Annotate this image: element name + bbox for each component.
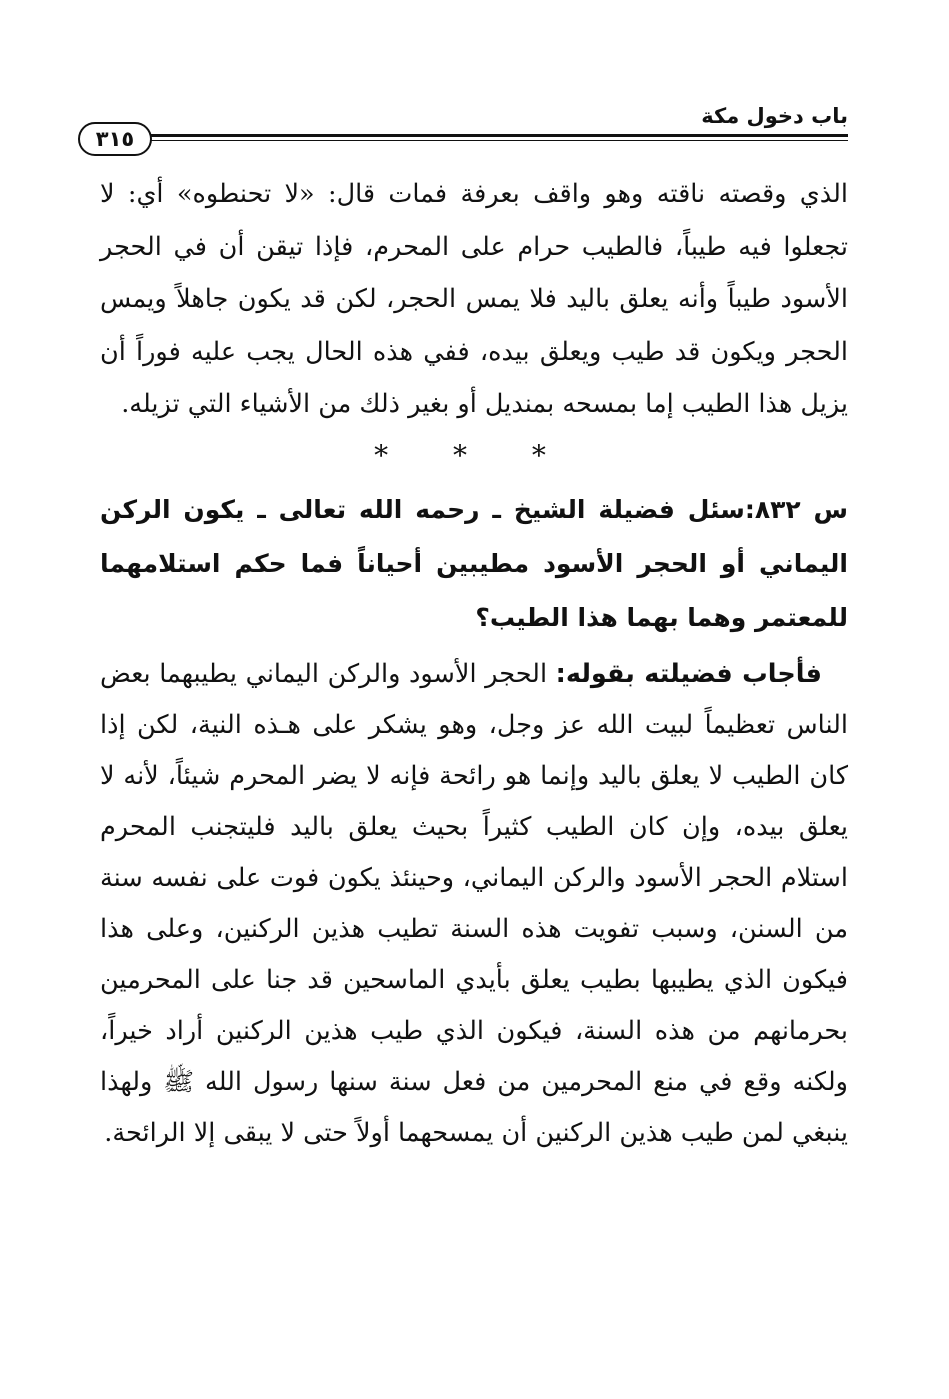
answer-intro: فأجاب فضيلته بقوله:: [555, 658, 822, 689]
header-rule-thin: [148, 140, 848, 141]
passage-paragraph: الذي وقصته ناقته وهو واقف بعرفة فمات قال: «لا تحنطوه» أي: لا تجعلوا فيه طيباً، فالطيب حرام على المحرم، فإذا تيقن أن في الحجر الأسود طيباً وأنه يعلق باليد فلا يمس الحجر، لكن قد يكون جاهلاً ويمس الحجر ويكون قد طيب ويعلق بيده، ففي هذه الحال يجب عليه فوراً أن يزيل هذا الطيب إما بمسحه بمنديل أو بغير ذلك من الأشياء التي تزيله.: [100, 179, 848, 419]
page-content: [100, 168, 848, 1159]
chapter-title: باب دخول مكة: [701, 104, 848, 128]
question-paragraph: س ٨٣٢:سئل فضيلة الشيخ ـ رحمه الله تعالى ـ يكون الركن اليماني أو الحجر الأسود مطيبين أحياناً فما حكم استلامهما للمعتمر وهما بهما هذا الطيب؟: [100, 494, 849, 632]
section-separator: * * *: [374, 438, 574, 472]
page-number-badge: ٣١٥: [78, 122, 152, 156]
header-rule-thick: [148, 134, 848, 137]
answer-body: الحجر الأسود والركن اليماني يطيبهما بعض الناس تعظيماً لبيت الله عز وجل، وهو يشكر على هـذه النية، لكن إذا كان الطيب لا يعلق باليد وإنما هو رائحة فإنه لا يضر المحرم شيئاً، لأنه لا يعلق بيده، وإن كان الطيب كثيراً بحيث يعلق باليد فليتجنب المحرم استلام الحجر الأسود والركن اليماني، وحينئذ يكون فوت على نفسه سنة من السنن، وسبب تفويت هذه السنة تطيب هذين الركنين، وعلى هذا فيكون الذي يطيبها بطيب يعلق بأيدي الماسحين قد جنا على المحرمين بحرمانهم من هذه السنة، فيكون الذي طيب هذين الركنين أراد خيراً، ولكنه وقع في منع المحرمين من فعل سنة سنها رسول الله ﷺ ولهذا ينبغي لمن طيب هذين الركنين أن يمسحهما أولاً حتى لا يبقى إلا الرائحة.: [100, 658, 848, 1148]
answer-paragraph: [100, 649, 848, 1159]
page-header: [78, 100, 848, 160]
